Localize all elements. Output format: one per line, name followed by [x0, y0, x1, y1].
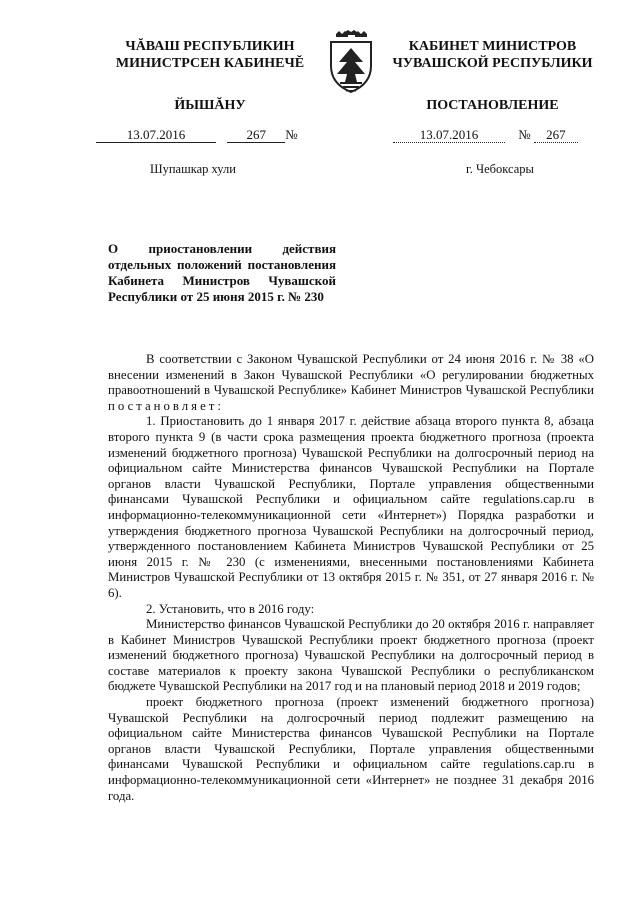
paragraph-2a: Министерство финансов Чувашской Республики до 20 октября 2016 г. направляет в Кабинет Министров Чувашской Республики проект бюджетного прогноза (проект изменений бюджетного прогноза) Чувашской Республики на долгосрочный период в составе материалов к проекту закона Чувашской Республики о республиканском бюджете Чувашской Республики на 2017 год и на плановый период 2018 и 2019 годов; [108, 617, 594, 694]
number-sign-right: № [518, 127, 531, 142]
preamble-text: В соответствии с Законом Чувашской Республики от 24 июня 2016 г. № 38 «О внесении изменений в Закон Чувашской Республики «О регулировании бюджетных правоотношений в Чувашской Республике» Кабинет Министров Чувашской Республики [108, 352, 594, 398]
dateline-right [393, 127, 578, 145]
header-left-line1: ЧĂВАШ РЕСПУБЛИКИН [125, 39, 295, 54]
decree-word: постановляет: [108, 398, 224, 413]
header-left-line2: МИНИСТРСЕН КАБИНЕЧĔ [115, 56, 305, 71]
header-right [385, 38, 600, 72]
date-right: 13.07.2016 [393, 127, 505, 143]
chuvash-emblem-icon [322, 30, 380, 96]
paragraph-1: 1. Приостановить до 1 января 2017 г. действие абзаца второго пункта 8, абзаца второго пункта 9 (в части срока размещения проекта бюджетного прогноза (проекта изменений бюджетного прогноза) Чувашской Республики на долгосрочный период на официальном сайте Министерства финансов Чувашской Республики на Портале органов власти Чувашской Республики, Портале управления общественными финансами Чувашской Республики и официальном сайте regulations.cap.ru в информационно-телекоммуникационной сети «Интернет») Порядка разработки и утверждения бюджетного прогноза Чувашской Республики на долгосрочный период, утвержденного постановлением Кабинета Министров Чувашской Республики от 25 июня 2015 г. № 230 (с изменениями, внесенными постановлениями Кабинета Министров Чувашской Республики от 13 октября 2015 г. № 351, от 27 января 2016 г. № 6). [108, 414, 594, 600]
city-left: Шупашкар хули [150, 162, 236, 176]
header-right-title: ПОСТАНОВЛЕНИЕ [426, 98, 559, 113]
header-left-title: ЙЫШĂНУ [174, 98, 246, 113]
number-right: 267 [534, 127, 578, 143]
header-left [95, 38, 325, 72]
number-left: 267 [227, 127, 285, 143]
paragraph-2: 2. Установить, что в 2016 году: [146, 601, 315, 616]
date-left: 13.07.2016 [96, 127, 216, 143]
city-right: г. Чебоксары [466, 162, 534, 176]
paragraph-2b: проект бюджетного прогноза (проект изменений бюджетного прогноза) Чувашской Республики на долгосрочный период подлежит размещению на официальном сайте Министерства финансов Чувашской Республики на Портале органов власти Чувашской Республики, Портале управления общественными финансами Чувашской Республики и официальном сайте regulations.cap.ru в информационно-телекоммуникационной сети «Интернет» не позднее 31 декабря 2016 года. [108, 695, 594, 803]
header-right-line2: ЧУВАШСКОЙ РЕСПУБЛИКИ [392, 56, 593, 71]
document-body [108, 352, 594, 804]
paragraph-preamble [108, 352, 594, 414]
number-sign-left: № [285, 127, 298, 142]
header-right-line1: КАБИНЕТ МИНИСТРОВ [408, 39, 577, 54]
dateline-left [96, 127, 298, 145]
document-subject: О приостановлении действия отдельных положений постановления Кабинета Министров Чувашской Республики от 25 июня 2015 г. № 230 [108, 241, 336, 304]
